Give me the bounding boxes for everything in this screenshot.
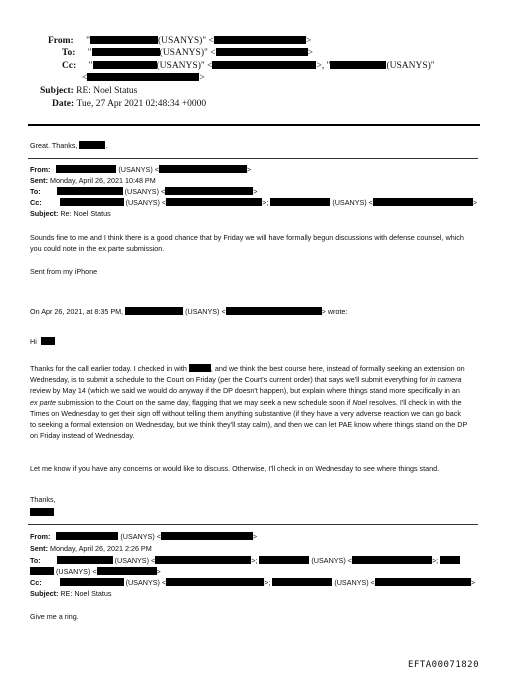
redaction — [440, 556, 460, 564]
msg3-from-row: From: (USANYS) < > — [30, 532, 258, 541]
redaction — [270, 198, 330, 206]
date-label: Date: — [52, 99, 75, 109]
msg2-to-row: To: (USANYS) < > — [30, 187, 258, 196]
subject-value: RE: Noel Status — [76, 86, 138, 96]
redaction — [161, 532, 253, 540]
redaction — [125, 307, 183, 315]
msg3-to-row-2: (USANYS) < > — [30, 566, 161, 577]
cc-label: Cc: — [62, 61, 77, 71]
msg2-from-row: From: (USANYS) < > — [30, 165, 252, 174]
to-label: To: — [62, 48, 76, 58]
top-cc-row: Cc: " (USANYS)" < >, " (USANYS)" — [62, 61, 435, 71]
redaction — [60, 198, 124, 206]
msg2-signature: Sent from my iPhone — [30, 267, 98, 276]
redaction — [352, 556, 432, 564]
redaction — [375, 578, 471, 586]
msg3-body: Give me a ring. — [30, 612, 79, 621]
redaction — [259, 556, 309, 564]
subject-label: Subject: — [40, 86, 74, 96]
reply-greeting: Great. Thanks, . — [30, 141, 108, 150]
redaction — [214, 36, 306, 44]
top-from-row: From: " (USANYS)" < > — [48, 36, 312, 46]
quote-paragraph-1: Thanks for the call earlier today. I checked in with , and we think the best course here, instead of formally seeking an extension on Wednesday, is to submit a schedule to the Court on Friday (per the Court's current order) that says we'll submit everything for in camera review by May 14 (which we said we would do anyway if the DP doesn't happen), but explain where things stand more specifically in an ex parte submission to the Court on the same day, flagging that we may seek a new schedule soon if Noel resolves. I'll check in with the Times on Wednesday to get their sign off without telling them anything substantive (if they have a very adverse reaction we can go back to seeking a formal extension on Wednesday, but we think they'll stay calm), and then we can let PAE know where things stand on the DP on Friday instead of Wednesday. — [30, 364, 468, 441]
quote-hi: Hi — [30, 336, 55, 347]
from-label: From: — [48, 36, 74, 46]
redaction — [216, 48, 308, 56]
redaction — [57, 556, 113, 564]
date-value: Tue, 27 Apr 2021 02:48:34 +0000 — [76, 99, 207, 109]
msg2-divider — [28, 158, 478, 159]
msg3-subject-row: Subject: RE: Noel Status — [30, 589, 112, 598]
redaction — [330, 61, 386, 69]
msg2-cc-row: Cc: (USANYS) < >; (USANYS) < > — [30, 198, 478, 207]
redaction — [93, 61, 157, 69]
redaction — [60, 578, 124, 586]
redaction — [189, 364, 211, 372]
quote-intro: On Apr 26, 2021, at 8:35 PM, (USANYS) < > wrote: — [30, 307, 348, 316]
redaction — [56, 532, 118, 540]
redaction — [56, 165, 116, 173]
redaction — [226, 307, 322, 315]
redaction — [87, 73, 199, 81]
top-subject-row — [40, 86, 137, 96]
redaction — [373, 198, 473, 206]
msg3-sent-row: Sent: Monday, April 26, 2021 2:26 PM — [30, 544, 152, 553]
redaction — [41, 337, 55, 345]
msg3-divider — [28, 524, 478, 525]
msg3-cc-row: Cc: (USANYS) < >; (USANYS) < > — [30, 578, 476, 587]
msg2-sent-row: Sent: Monday, April 26, 2021 10:48 PM — [30, 176, 156, 185]
redaction — [165, 187, 253, 195]
redaction — [79, 141, 105, 149]
bates-number: EFTA00071820 — [408, 660, 480, 670]
top-to-row: To: " (USANYS)" < > — [62, 48, 313, 58]
redaction — [90, 36, 158, 44]
redaction — [30, 508, 54, 516]
msg2-subject-row: Subject: Re: Noel Status — [30, 209, 111, 218]
redaction — [212, 61, 316, 69]
top-divider — [28, 124, 480, 126]
redaction — [166, 578, 264, 586]
top-cc-row-2: < > — [82, 73, 205, 83]
quote-signoff: Thanks, — [30, 495, 56, 504]
redaction — [97, 567, 157, 575]
top-date-row — [52, 99, 206, 109]
redaction — [272, 578, 332, 586]
redaction — [166, 198, 262, 206]
msg2-body: Sounds fine to me and I think there is a good chance that by Friday we will have formally begun discussions with defense counsel, which you could note in the ex parte submission. — [30, 233, 464, 254]
redaction — [155, 556, 251, 564]
redaction — [30, 567, 54, 575]
redaction — [159, 165, 247, 173]
redaction — [57, 187, 123, 195]
quote-paragraph-2: Let me know if you have any concerns or would like to discuss. Otherwise, I'll check in on Wednesday to see where things stand. — [30, 464, 440, 473]
redaction — [92, 48, 160, 56]
msg3-to-row: To: (USANYS) < >; (USANYS) < >; — [30, 555, 460, 566]
